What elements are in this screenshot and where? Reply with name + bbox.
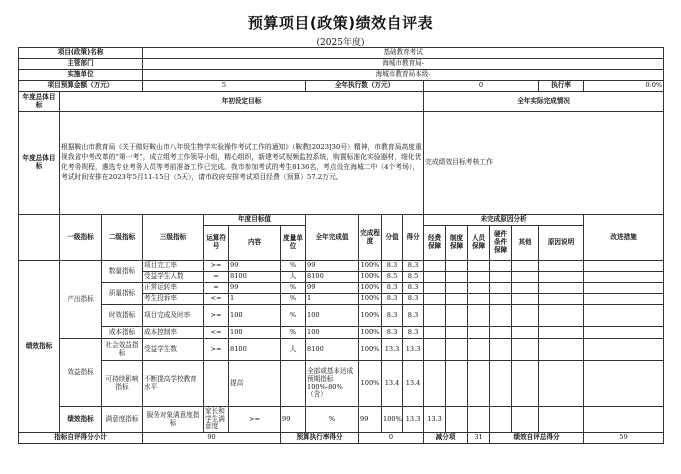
empty-cell	[468, 339, 490, 361]
budget-score-label: 预算执行率得分	[281, 433, 359, 444]
score-cell: 8.3	[382, 305, 403, 327]
done-cell: 1	[306, 294, 359, 305]
empty-cell	[512, 283, 539, 294]
exec-rate-label: 执行率	[539, 81, 584, 92]
col-reason-funding: 经费保障	[424, 226, 446, 261]
unit-cell: %	[306, 407, 359, 433]
op-cell: >=	[229, 407, 281, 433]
form-year: (2025年度)	[316, 38, 365, 48]
done-cell: 100	[306, 305, 359, 327]
empty-cell	[490, 327, 512, 339]
content-cell: 1	[229, 294, 281, 305]
unit-cell: %	[281, 327, 306, 339]
got-cell: 13.3	[424, 407, 446, 433]
unit-cell: %	[281, 294, 306, 305]
empty-cell	[424, 283, 446, 294]
empty-cell	[584, 294, 664, 305]
empty-cell	[512, 261, 539, 272]
empty-cell	[424, 361, 446, 407]
col-content: 内容	[229, 226, 281, 261]
degree-cell: 100%	[359, 327, 382, 339]
empty-cell	[446, 294, 468, 305]
table-row	[19, 283, 664, 294]
level2-cell: 质量指标	[102, 283, 143, 305]
empty-cell	[584, 407, 664, 433]
col-reason-explain: 原因说明	[539, 226, 584, 261]
empty-cell	[468, 407, 490, 433]
got-cell: 8.3	[403, 327, 424, 339]
col-reason-other: 其他	[512, 226, 539, 261]
op-cell: >=	[204, 339, 229, 361]
score-cell: 13.3	[403, 407, 424, 433]
table-row	[19, 361, 664, 407]
row-budget	[19, 81, 664, 92]
done-cell: 99	[359, 407, 382, 433]
got-cell: 8.5	[403, 272, 424, 283]
col-annual-target: 年度目标值	[204, 215, 306, 226]
col-level1: 一级指标	[60, 215, 102, 261]
empty-cell	[490, 305, 512, 327]
col-level2: 二级指标	[102, 215, 143, 261]
table-row	[19, 407, 664, 433]
exec-amount-value: 0	[424, 81, 539, 92]
empty-cell	[512, 361, 539, 407]
goals-section-label: 年度总体目标	[19, 92, 60, 112]
level3-cell: 受益学生人数	[143, 272, 204, 283]
empty-cell	[468, 294, 490, 305]
subtotal-value: 90	[143, 433, 281, 444]
score-cell: 8.3	[382, 327, 403, 339]
degree-cell: 100%	[359, 339, 382, 361]
empty-cell	[490, 261, 512, 272]
op-cell: =	[204, 283, 229, 294]
level3-cell: 正常运转率	[143, 283, 204, 294]
empty-cell	[446, 305, 468, 327]
op-cell: >=	[204, 261, 229, 272]
empty-cell	[424, 261, 446, 272]
content-cell: 99	[229, 283, 281, 294]
row-perf-header-1	[19, 215, 664, 226]
op-cell: <=	[204, 327, 229, 339]
table-row	[19, 339, 664, 361]
perf-header-blank	[19, 215, 60, 261]
project-name-value: 基础教育考试	[143, 48, 664, 59]
level2-cell: 社会效益指标	[102, 339, 143, 361]
exec-amount-label: 全年执行数（万元）	[306, 81, 424, 92]
empty-cell	[539, 339, 584, 361]
col-unit: 度量单位	[281, 226, 306, 261]
unit-cell	[281, 361, 306, 407]
category-benefit: 效益指标	[60, 339, 102, 407]
table-row	[19, 305, 664, 327]
content-cell: 提高	[229, 361, 281, 407]
got-cell: 8.3	[403, 305, 424, 327]
done-cell: 100	[306, 327, 359, 339]
empty-cell	[424, 294, 446, 305]
got-cell: 8.3	[403, 294, 424, 305]
row-implementing-unit	[19, 70, 664, 81]
total-value: 59	[584, 433, 664, 444]
empty-cell	[539, 294, 584, 305]
empty-cell	[446, 272, 468, 283]
content-cell: 99	[229, 261, 281, 272]
goals-actual-label: 全年实际完成情况	[424, 92, 664, 112]
empty-cell	[468, 361, 490, 407]
empty-cell	[584, 361, 664, 407]
col-reason-staff: 人员保障	[468, 226, 490, 261]
degree-cell: 100%	[359, 272, 382, 283]
empty-cell	[424, 327, 446, 339]
done-cell: 99	[306, 261, 359, 272]
content-cell: 99	[281, 407, 306, 433]
empty-cell	[584, 327, 664, 339]
empty-cell	[512, 327, 539, 339]
empty-cell	[512, 305, 539, 327]
empty-cell	[446, 327, 468, 339]
subtotal-label: 指标自评得分小计	[19, 433, 143, 444]
score-cell: 13.3	[382, 339, 403, 361]
empty-cell	[539, 327, 584, 339]
score-cell: 8.3	[382, 294, 403, 305]
unit-cell: 人	[281, 272, 306, 283]
done-cell: 99	[306, 283, 359, 294]
empty-cell	[490, 339, 512, 361]
empty-cell	[468, 305, 490, 327]
empty-cell	[584, 283, 664, 294]
perf-section-label-repeat: 绩效指标	[60, 407, 102, 433]
col-done: 全年完成值	[306, 215, 359, 261]
goals-actual-text: 完成绩效目标考核工作	[424, 112, 664, 215]
row-goals-content	[19, 112, 664, 215]
op-cell: =	[204, 272, 229, 283]
col-score: 分值	[382, 215, 403, 261]
level2-cell: 服务对象满意度指标	[143, 407, 204, 433]
empty-cell	[446, 361, 468, 407]
empty-cell	[468, 261, 490, 272]
empty-cell	[424, 272, 446, 283]
score-cell: 8.3	[382, 283, 403, 294]
category-output: 产出指标	[60, 261, 102, 339]
degree-cell: 100%	[359, 283, 382, 294]
content-cell: 100	[229, 327, 281, 339]
goals-initial-text: 根据鞍山市教育局《关于做好鞍山市八年级生物学实验操作考试工作的通知》（鞍教[2023]30号）精神，市教育局高度重视我省中考改革的“第一考”，成立组考工作领导小组，精心组织，新建考试视频监控系统，购置标准化实验器材，细化优化考务规程，遴选专业考务人员等考前准备工作已完成。我市参加考试的考生8136名，考点设在海城二中（4个考场），考试时间安排在2023年5月11-15日（5天），请市政府安排考试项目经费（预算）57.2万元。	[60, 112, 424, 215]
empty-cell	[512, 272, 539, 283]
exec-rate-value: 0.0%	[584, 81, 664, 92]
total-label: 绩效自评总得分	[490, 433, 584, 444]
empty-cell	[446, 261, 468, 272]
table-row	[19, 261, 664, 272]
op-cell: >=	[204, 305, 229, 327]
row-goals-header	[19, 92, 664, 112]
content-cell: 8100	[229, 339, 281, 361]
empty-cell	[468, 327, 490, 339]
col-reason-group: 未完成原因分析	[424, 215, 584, 226]
degree-cell: 100%	[382, 407, 403, 433]
level3-cell: 受益学生数	[143, 339, 204, 361]
col-op: 运算符号	[204, 226, 229, 261]
evaluation-table	[18, 47, 664, 444]
level3-cell: 考生投诉率	[143, 294, 204, 305]
empty-cell	[490, 283, 512, 294]
empty-cell	[490, 361, 512, 407]
implementing-unit-value: 海城市教育局本级-	[143, 70, 664, 81]
empty-cell	[539, 261, 584, 272]
empty-cell	[446, 407, 468, 433]
implementing-unit-label: 实施单位	[19, 70, 143, 81]
got-cell: 8.3	[403, 283, 424, 294]
level3-cell: 项目完成及时率	[143, 305, 204, 327]
col-measure: 改进措施	[584, 215, 664, 261]
col-reason-system: 制度保障	[446, 226, 468, 261]
degree-cell: 100%	[359, 305, 382, 327]
degree-cell: 100%	[359, 294, 382, 305]
level3-cell: 家长和学生满意度	[204, 407, 229, 433]
empty-cell	[512, 407, 539, 433]
empty-cell	[512, 294, 539, 305]
unit-cell: 人	[281, 339, 306, 361]
op-cell: <=	[204, 294, 229, 305]
empty-cell	[490, 294, 512, 305]
empty-cell	[539, 361, 584, 407]
level2-cell: 数量指标	[102, 261, 143, 283]
empty-cell	[584, 272, 664, 283]
col-got: 得分	[403, 215, 424, 261]
level3-cell: 成本控制率	[143, 327, 204, 339]
department-value: 海城市教育局-	[143, 59, 664, 70]
empty-cell	[468, 272, 490, 283]
content-cell: 100	[229, 305, 281, 327]
done-cell: 8100	[306, 272, 359, 283]
level3-cell: 不断提高学校教育水平	[143, 361, 204, 407]
done-cell: 8100	[306, 339, 359, 361]
level2-cell: 时效指标	[102, 305, 143, 327]
got-cell: 8.3	[403, 261, 424, 272]
unit-cell: %	[281, 283, 306, 294]
empty-cell	[424, 305, 446, 327]
deduct-value: 31	[468, 433, 490, 444]
deduct-label: 减分项	[424, 433, 468, 444]
empty-cell	[584, 305, 664, 327]
row-project-name	[19, 48, 664, 59]
empty-cell	[539, 305, 584, 327]
degree-cell: 100%	[359, 261, 382, 272]
empty-cell	[539, 407, 584, 433]
empty-cell	[584, 261, 664, 272]
row-footer	[19, 433, 664, 444]
empty-cell	[539, 283, 584, 294]
level2-cell: 成本指标	[102, 327, 143, 339]
content-cell: 8100	[229, 272, 281, 283]
row-department	[19, 59, 664, 70]
empty-cell	[512, 339, 539, 361]
level3-cell: 项目完工率	[143, 261, 204, 272]
col-reason-hardware: 硬件条件保障	[490, 226, 512, 261]
budget-value: 5	[143, 81, 306, 92]
project-name-label: 项目(政策)名称	[19, 48, 143, 59]
got-cell: 13.3	[403, 339, 424, 361]
degree-cell: 100%	[359, 361, 382, 407]
category-satisfaction: 满意度指标	[102, 407, 143, 433]
goals-row-label: 年度总体目标	[19, 112, 60, 215]
empty-cell	[490, 272, 512, 283]
perf-section-label: 绩效指标	[19, 261, 60, 433]
budget-label: 项目预算金额（万元）	[19, 81, 143, 92]
empty-cell	[490, 407, 512, 433]
got-cell: 13.4	[403, 361, 424, 407]
empty-cell	[446, 339, 468, 361]
table-row	[19, 327, 664, 339]
done-cell: 全部或基本达成预期指标100%-80%（含）	[306, 361, 359, 407]
form-title: 预算项目(政策)绩效自评表	[247, 14, 434, 32]
department-label: 主管部门	[19, 59, 143, 70]
col-degree: 完成程度	[359, 215, 382, 261]
goals-initial-label: 年初设定目标	[60, 92, 424, 112]
score-cell: 8.3	[382, 261, 403, 272]
unit-cell: %	[281, 261, 306, 272]
col-level3: 三级指标	[143, 215, 204, 261]
empty-cell	[539, 272, 584, 283]
budget-score-value: 0	[359, 433, 424, 444]
unit-cell: %	[281, 305, 306, 327]
level2-cell: 可持续影响指标	[102, 361, 143, 407]
op-cell	[204, 361, 229, 407]
empty-cell	[584, 339, 664, 361]
score-cell: 13.4	[382, 361, 403, 407]
empty-cell	[468, 283, 490, 294]
empty-cell	[446, 283, 468, 294]
score-cell: 8.5	[382, 272, 403, 283]
empty-cell	[424, 339, 446, 361]
